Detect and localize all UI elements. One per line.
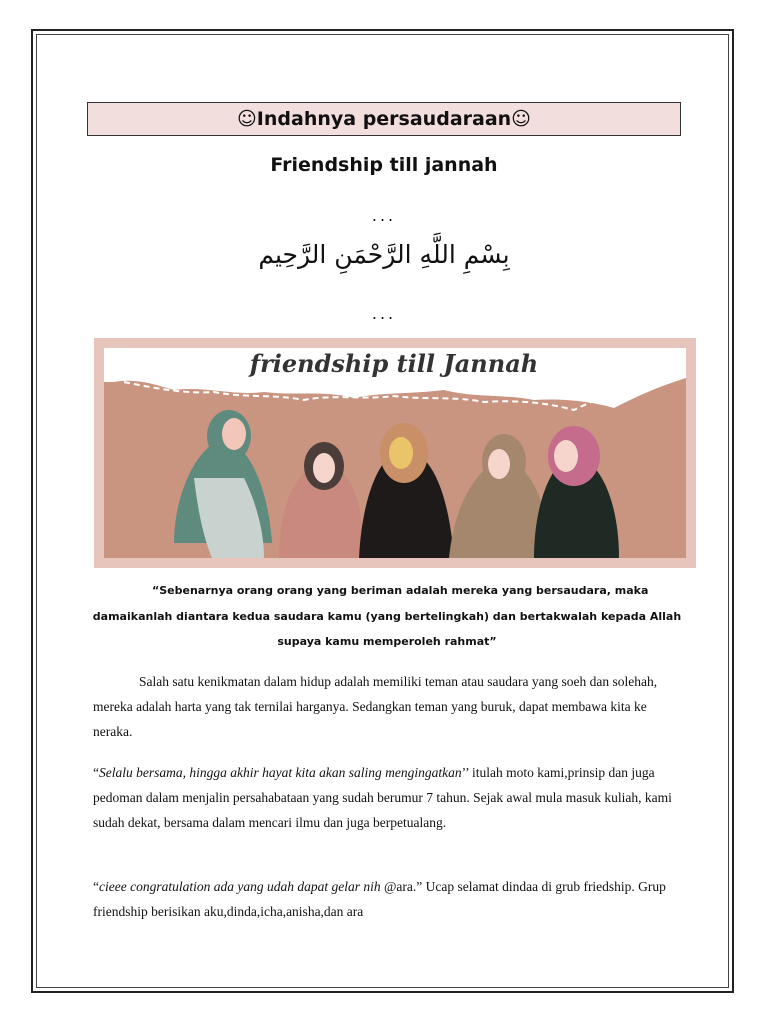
quote-line-1: “Sebenarnya orang orang yang beriman adalah mereka yang bersaudara, maka xyxy=(152,584,649,597)
page-title xyxy=(87,102,681,136)
friendship-banner-illustration xyxy=(94,338,696,568)
paragraph-2-open-quote: “ xyxy=(93,765,99,780)
banner-text: friendship till Jannah xyxy=(249,349,539,378)
subtitle: Friendship till jannah xyxy=(270,154,498,176)
paragraph-2-rest: ’’ itulah moto kami,prinsip dan juga pedoman dalam menjalin persahabataan yang sudah berumur 7 tahun. Sejak awal mula masuk kuliah, kami sudah dekat, bersama dalam mencari ilmu dan juga berpetualang. xyxy=(93,765,672,830)
quote-line-2: damaikanlah diantara kedua saudara kamu (yang bertelingkah) dan bertakwalah kepada Allah xyxy=(92,609,682,623)
quote-line-3: supaya kamu memperoleh rahmat” xyxy=(277,635,497,648)
paragraph-2 xyxy=(93,760,673,835)
page-title-text: ☺Indahnya persaudaraan☺ xyxy=(237,108,531,130)
quote-block xyxy=(92,578,682,655)
basmala: بِسْمِ اللَّهِ الرَّحْمَنِ الرَّحِيم xyxy=(258,240,510,269)
ellipsis-bottom: ... xyxy=(371,304,397,323)
ellipsis-top: ... xyxy=(371,206,397,225)
paragraph-2-motto: Selalu bersama, hingga akhir hayat kita akan saling mengingatkan xyxy=(99,765,462,780)
paragraph-1-text: Salah satu kenikmatan dalam hidup adalah memiliki teman atau saudara yang soeh dan solehah, mereka adalah harta yang tak ternilai harganya. Sedangkan teman yang buruk, dapat membawa kita ke neraka. xyxy=(93,674,658,739)
paragraph-3 xyxy=(93,874,673,924)
paragraph-1 xyxy=(93,669,673,744)
paragraph-3-rest: @ara.” Ucap selamat dindaa di grub friedship. Grup friendship berisikan aku,dinda,icha,anisha,dan ara xyxy=(93,879,666,919)
paragraph-3-open-quote: “ xyxy=(93,879,99,894)
paragraph-3-greeting: cieee congratulation ada yang udah dapat gelar nih xyxy=(99,879,381,894)
